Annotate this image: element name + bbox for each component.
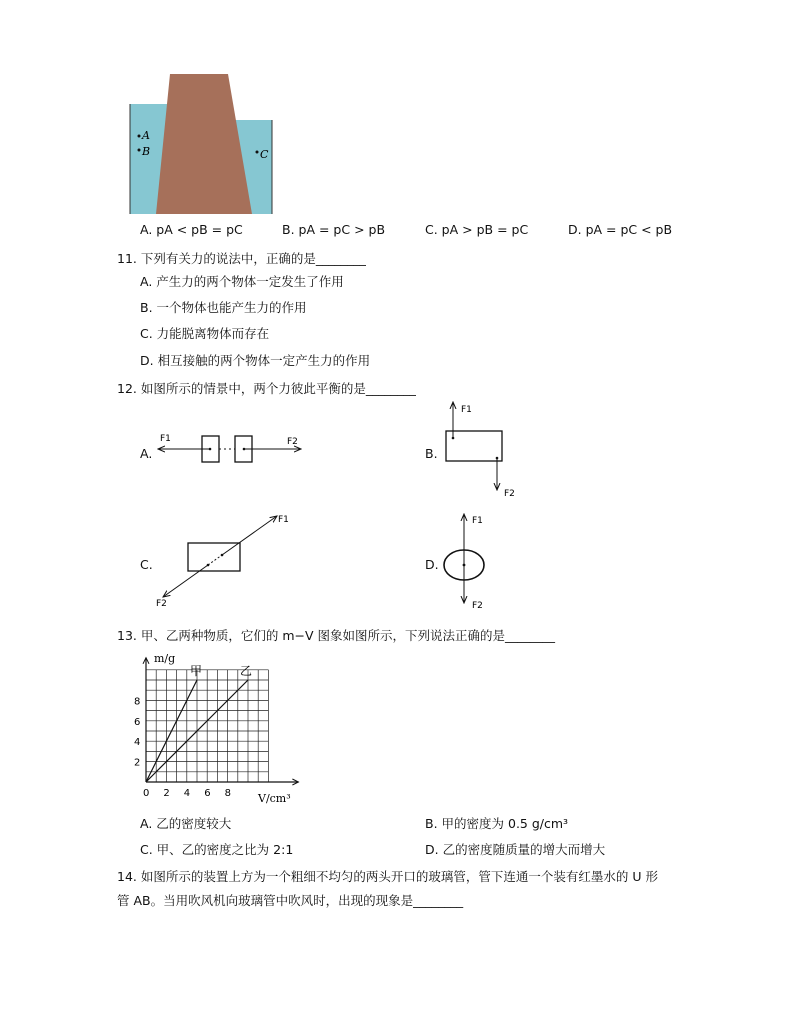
q12-stem: 12. 如图所示的情景中，两个力彼此平衡的是________ [117,381,416,396]
q12-option-c-letter[interactable]: C. [140,557,153,572]
point-a-label: A [142,129,150,142]
x-tick-label: 2 [163,788,170,799]
chart-x-label: V/cm³ [258,792,291,805]
force-label-f2: F2 [504,489,515,499]
q12-figure-d [440,510,510,610]
chart-y-label: m/g [154,652,176,665]
q10-option-d[interactable]: D. pA = pC < pB [568,222,673,237]
q11-option-c[interactable]: C. 力能脱离物体而存在 [140,326,270,341]
y-tick-label: 2 [134,757,141,769]
mv-chart [128,646,308,808]
q12-option-b-letter[interactable]: B. [425,446,438,461]
series-label-jia: 甲 [190,664,203,678]
q11-option-d[interactable]: D. 相互接触的两个物体一定产生力的作用 [140,353,371,368]
q14-stem-line2: 管 AB。当用吹风机向玻璃管中吹风时，出现的现象是________ [117,893,464,908]
q14-stem-line1: 14. 如图所示的装置上方为一个粗细不均匀的两头开口的玻璃管，管下连通一个装有红墨水的 U 形 [117,869,658,884]
series-label-yi: 乙 [240,664,253,678]
q10-option-c[interactable]: C. pA > pB = pC [425,222,529,237]
dam-body [156,74,252,214]
point-c-dot [256,151,259,154]
q12-figure-a [155,428,310,470]
force-label-f2: F2 [472,601,483,610]
force-label-f2: F2 [287,437,298,447]
force-label-f1: F1 [278,515,289,525]
point-c-label: C [260,148,269,161]
q13-option-b[interactable]: B. 甲的密度为 0.5 g/cm³ [425,816,569,831]
q11-option-b[interactable]: B. 一个物体也能产生力的作用 [140,300,307,315]
y-tick-label: 4 [134,737,141,749]
force-label-f2: F2 [156,599,167,609]
q10-option-a[interactable]: A. pA < pB = pC [140,222,243,237]
force-label-f1: F1 [461,405,472,415]
x-tick-label: 4 [183,788,191,799]
y-tick-label: 8 [134,696,141,708]
x-tick-label: 8 [224,788,231,799]
q13-option-d[interactable]: D. 乙的密度随质量的增大而增大 [425,842,606,857]
q12-figure-c [150,508,300,612]
q13-stem: 13. 甲、乙两种物质，它们的 m−V 图象如图所示，下列说法正确的是________ [117,628,556,643]
y-tick-label: 6 [134,716,141,728]
point-a-dot [138,135,141,138]
point-b-label: B [142,145,151,158]
q12-figure-b [440,398,530,502]
q13-option-c[interactable]: C. 甲、乙的密度之比为 2:1 [140,842,294,857]
q13-option-a[interactable]: A. 乙的密度较大 [140,816,232,831]
q11-option-a[interactable]: A. 产生力的两个物体一定发生了作用 [140,274,344,289]
x-tick-label: 0 [143,788,150,799]
q12-option-d-letter[interactable]: D. [425,557,439,572]
point-b-dot [138,149,141,152]
force-label-f1: F1 [472,516,483,526]
x-tick-label: 6 [204,788,211,799]
dam-figure [128,72,276,216]
q10-option-b[interactable]: B. pA = pC > pB [282,222,386,237]
block-b [446,431,502,461]
q11-stem: 11. 下列有关力的说法中，正确的是________ [117,251,366,266]
q12-option-a-letter[interactable]: A. [140,446,153,461]
force-label-f1: F1 [160,434,171,444]
